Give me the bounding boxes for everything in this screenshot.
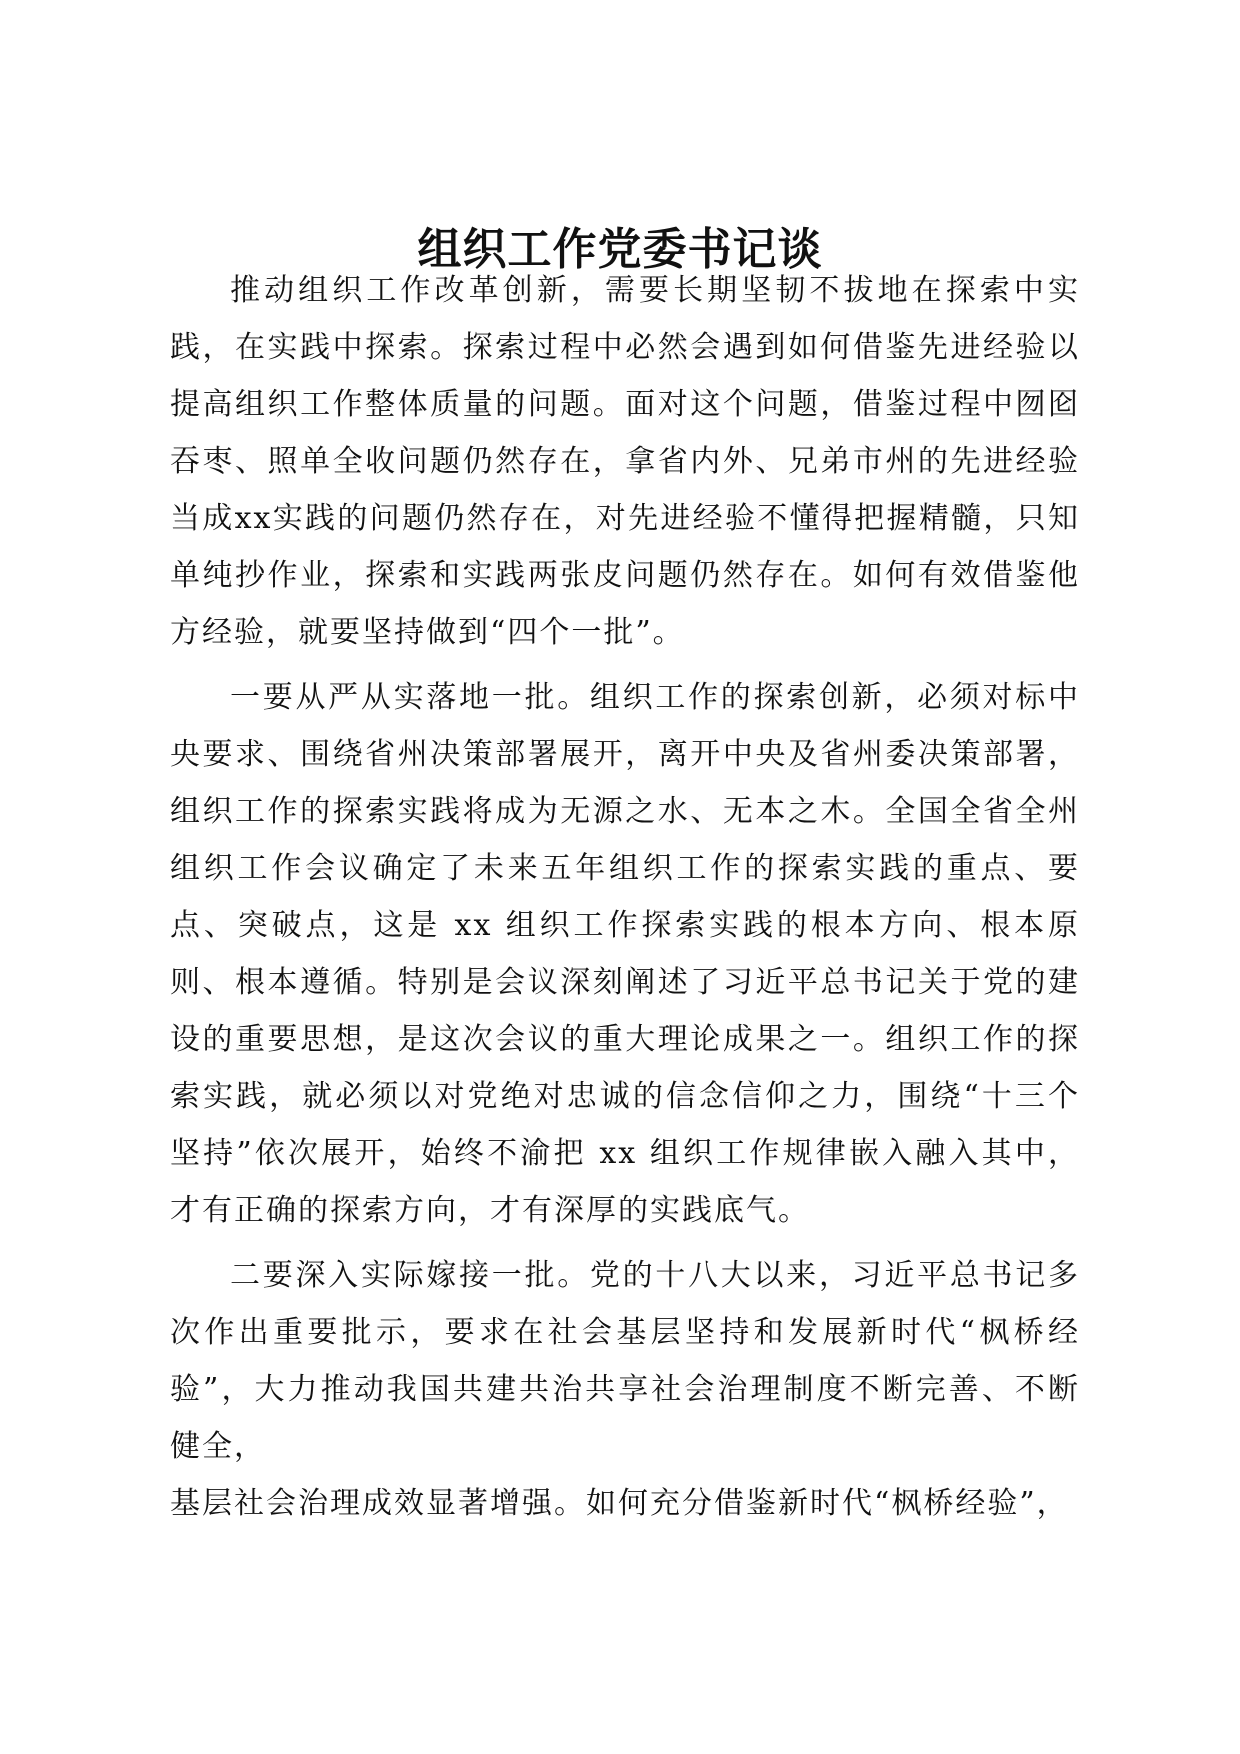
paragraph-point-one: 一要从严从实落地一批。组织工作的探索创新，必须对标中央要求、围绕省州决策部署展开，离开中央及省州委决策部署，组织工作的探索实践将成为无源之水、无本之木。全国全省全州组织工作会议确定了未来五年组织工作的探索实践的重点、要点、突破点，这是 xx 组织工作探索实践的根本方向、根本原则、根本遵循。特别是会议深刻阐述了习近平总书记关于党的建设的重要思想，是这次会议的重大理论成果之一。组织工作的探索实践，就必须以对党绝对忠诚的信念信仰之力，围绕“十三个坚持”依次展开，始终不渝把 xx 组织工作规律嵌入融入其中，才有正确的探索方向，才有深厚的实践底气。 [170, 680, 1080, 1228]
paragraph-continuation: 基层社会治理成效显著增强。如何充分借鉴新时代“枫桥经验”， [170, 1486, 1069, 1521]
document-title: 组织工作党委书记谈 [417, 224, 823, 275]
paragraph-intro: 推动组织工作改革创新，需要长期坚韧不拔地在探索中实践，在实践中探索。探索过程中必然会遇到如何借鉴先进经验以提高组织工作整体质量的问题。面对这个问题，借鉴过程中囫囵吞枣、照单全收问题仍然存在，拿省内外、兄弟市州的先进经验当成xx实践的问题仍然存在，对先进经验不懂得把握精髓，只知单纯抄作业，探索和实践两张皮问题仍然存在。如何有效借鉴他方经验，就要坚持做到“四个一批”。 [170, 273, 1080, 650]
document-body [170, 262, 1080, 1540]
paragraph-point-two: 二要深入实际嫁接一批。党的十八大以来，习近平总书记多次作出重要批示，要求在社会基层坚持和发展新时代“枫桥经验”，大力推动我国共建共治共享社会治理制度不断完善、不断健全， [170, 1258, 1080, 1464]
